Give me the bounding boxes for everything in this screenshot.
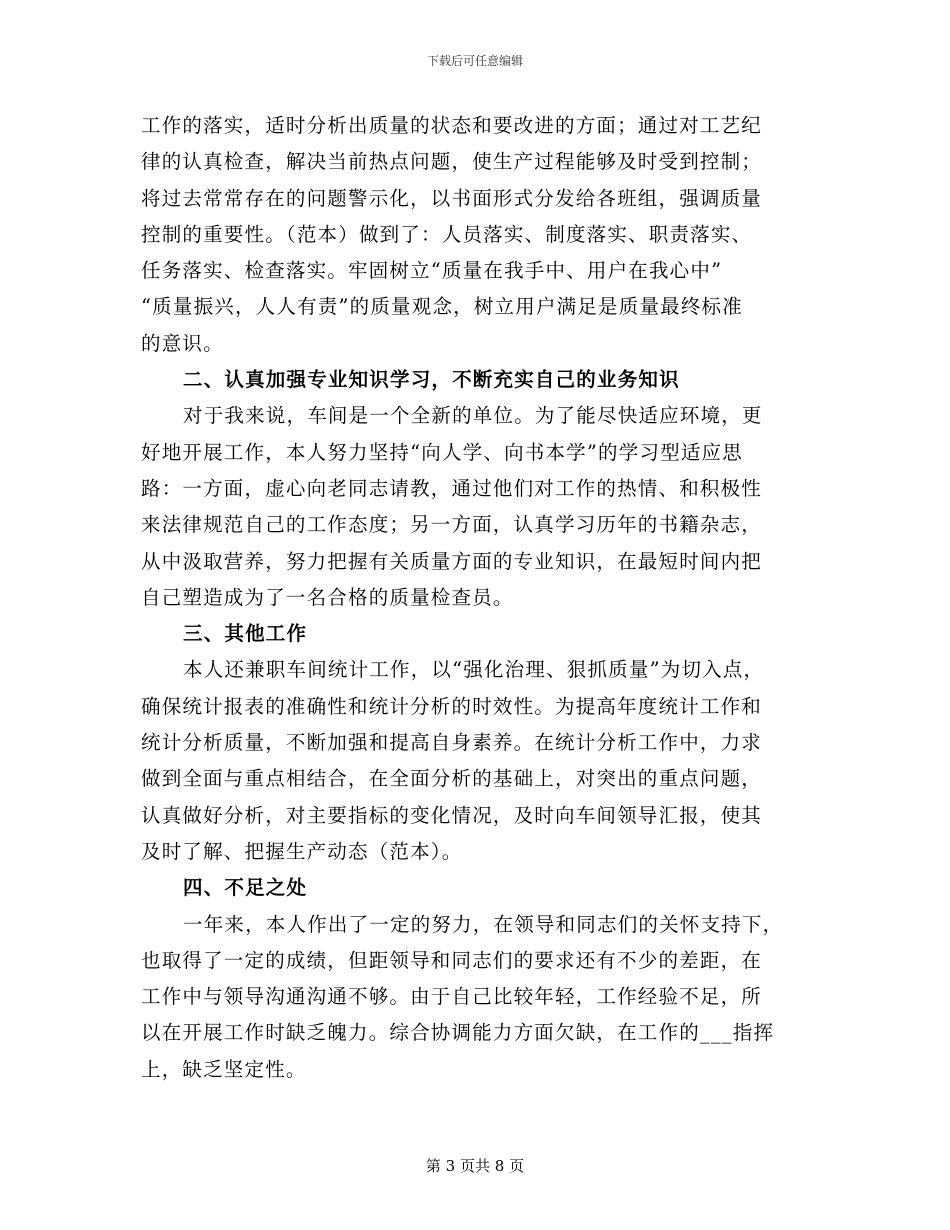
paragraph-line: 统计分析质量，不断加强和提高自身素养。在统计分析工作中，力求 [141, 731, 763, 755]
paragraph-line: 上，缺乏坚定性。 [141, 1057, 307, 1081]
paragraph-line: 及时了解、把握生产动态（范本）。 [141, 839, 463, 863]
paragraph-line: 任务落实、检查落实。牢固树立“质量在我手中、用户在我心中” [141, 259, 723, 283]
paragraph-line: 来法律规范自己的工作态度；另一方面，认真学习历年的书籍杂志， [141, 513, 763, 537]
paragraph-line: 从中汲取营养，努力把握有关质量方面的专业知识，在最短时间内把 [141, 549, 763, 573]
paragraph-line: 的意识。 [141, 331, 224, 355]
page-number: 第 3 页共 8 页 [425, 1157, 525, 1175]
paragraph-line: 认真做好分析，对主要指标的变化情况，及时向车间领导汇报，使其 [141, 803, 763, 827]
paragraph-line: 本人还兼职车间统计工作，以“强化治理、狠抓质量”为切入点， [183, 658, 765, 682]
paragraph-line: 对于我来说，车间是一个全新的单位。为了能尽快适应环境，更 [183, 404, 763, 428]
paragraph-line: 做到全面与重点相结合，在全面分析的基础上，对突出的重点问题， [141, 767, 763, 791]
paragraph-line: 确保统计报表的准确性和统计分析的时效性。为提高年度统计工作和 [141, 694, 763, 718]
paragraph-line: 一年来，本人作出了一定的努力，在领导和同志们的关怀支持下， [183, 912, 784, 936]
paragraph-line: 将过去常常存在的问题警示化，以书面形式分发给各班组，强调质量 [141, 186, 763, 210]
paragraph-line: 工作的落实，适时分析出质量的状态和要改进的方面；通过对工艺纪 [141, 114, 763, 137]
section-heading: 二、认真加强专业知识学习，不断充实自己的业务知识 [183, 368, 680, 392]
paragraph-line: 路：一方面，虚心向老同志请教，通过他们对工作的热情、和积极性 [141, 476, 763, 500]
paragraph-line: 也取得了一定的成绩，但距领导和同志们的要求还有不少的差距，在 [141, 948, 763, 972]
paragraph-line: 工作中与领导沟通沟通不够。由于自己比较年轻，工作经验不足，所 [141, 985, 763, 1009]
page-header: 下载后可任意编辑 [426, 54, 523, 68]
section-heading: 三、其他工作 [183, 622, 308, 646]
paragraph-line: “质量振兴，人人有责”的质量观念，树立用户满足是质量最终标准 [141, 295, 743, 319]
paragraph-line: 以在开展工作时缺乏魄力。综合协调能力方面欠缺，在工作的___指挥 [141, 1021, 775, 1045]
paragraph-line: 自己塑造成为了一名合格的质量检查员。 [141, 585, 514, 609]
document-body [141, 108, 801, 1088]
section-heading: 四、不足之处 [183, 876, 308, 900]
paragraph-line: 控制的重要性。（范本）做到了：人员落实、制度落实、职责落实、 [141, 222, 753, 246]
paragraph-line: 律的认真检查，解决当前热点问题，使生产过程能够及时受到控制； [141, 150, 763, 174]
paragraph-line: 好地开展工作，本人努力坚持“向人学、向书本学”的学习型适应思 [141, 440, 743, 464]
